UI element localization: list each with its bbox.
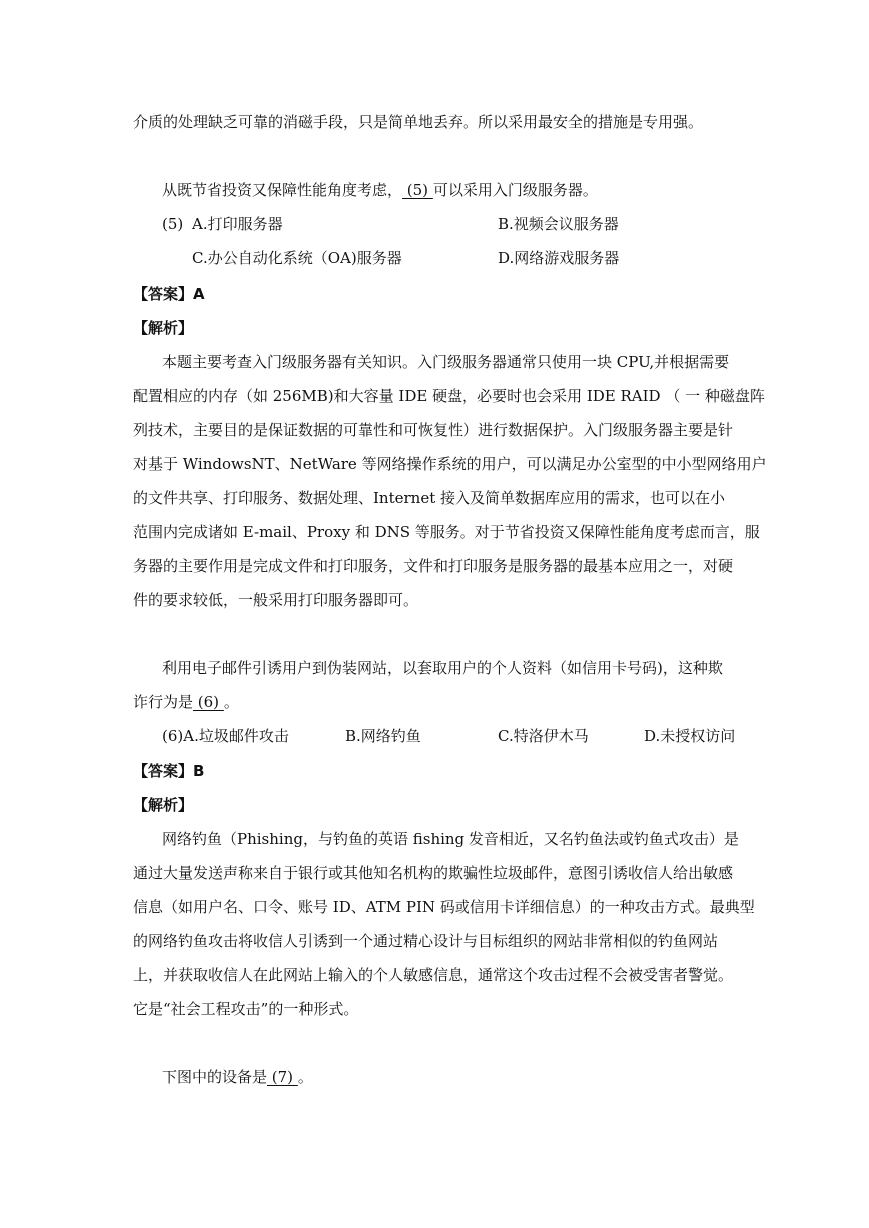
q5-answer-label: 【答案】 — [133, 285, 194, 303]
q6-option-a: (6)A.垃圾邮件攻击 — [162, 727, 289, 745]
q6-blank: (6) — [193, 693, 224, 711]
q6-analysis-line: 它是“社会工程攻击”的一种形式。 — [133, 1000, 359, 1018]
q5-analysis-label: 【解析】 — [133, 319, 194, 337]
q5-option-d: D.网络游戏服务器 — [498, 249, 620, 267]
q6-answer-label: 【答案】 — [133, 762, 194, 780]
q5-analysis-line: 的文件共享、打印服务、数据处理、Internet 接入及简单数据库应用的需求，也可以在小 — [133, 489, 725, 507]
q6-option-d: D.未授权访问 — [644, 727, 736, 745]
q5-option-b: B.视频会议服务器 — [498, 215, 619, 233]
q5-analysis-line: 对基于 WindowsNT、NetWare 等网络操作系统的用户，可以满足办公室型的中小型网络用户 — [133, 455, 767, 473]
q5-analysis-line: 务器的主要作用是完成文件和打印服务，文件和打印服务是服务器的最基本应用之一，对硬 — [133, 557, 734, 575]
q6-option-b: B.网络钓鱼 — [345, 727, 421, 745]
q6-stem-line: 利用电子邮件引诱用户到伪装网站，以套取用户的个人资料（如信用卡号码)，这种欺 — [162, 659, 723, 677]
q7-stem — [162, 1067, 313, 1087]
q7-stem-post: 。 — [297, 1068, 313, 1086]
q5-answer — [133, 284, 205, 304]
q6-analysis-line: 通过大量发送声称来自于银行或其他知名机构的欺骗性垃圾邮件，意图引诱收信人给出敏感 — [133, 864, 734, 882]
q5-option-c: C.办公自动化系统（OA)服务器 — [192, 249, 402, 267]
q5-blank: (5) — [402, 181, 433, 199]
q5-analysis-line: 件的要求较低，一般采用打印服务器即可。 — [133, 591, 419, 609]
q6-analysis-line: 的网络钓鱼攻击将收信人引诱到一个通过精心设计与目标组织的网站非常相似的钓鱼网站 — [133, 932, 719, 950]
q5-analysis-line: 本题主要考查入门级服务器有关知识。入门级服务器通常只使用一块 CPU,并根据需要 — [162, 353, 730, 371]
q5-analysis-line: 列技术，主要目的是保证数据的可靠性和可恢复性）进行数据保护。入门级服务器主要是针 — [133, 421, 734, 439]
q6-option-c: C.特洛伊木马 — [498, 727, 589, 745]
q6-analysis-line: 网络钓鱼（Phishing，与钓鱼的英语 fishing 发音相近，又名钓鱼法或钓鱼式攻击）是 — [162, 830, 739, 848]
q6-answer-value: B — [193, 762, 205, 780]
q5-analysis-line: 范围内完成诸如 E-mail、Proxy 和 DNS 等服务。对于节省投资又保障性能角度考虑而言，服 — [133, 523, 760, 541]
q5-analysis-line: 配置相应的内存（如 256MB)和大容量 IDE 硬盘，必要时也会采用 IDE RAID （ 一 种磁盘阵 — [133, 387, 765, 405]
q6-analysis-line: 信息（如用户名、口令、账号 ID、ATM PIN 码或信用卡详细信息）的一种攻击方式。最典型 — [133, 898, 755, 916]
q7-stem-pre: 下图中的设备是 — [162, 1068, 268, 1086]
q5-stem-pre: 从既节省投资又保障性能角度考虑， — [162, 181, 403, 199]
intro-line: 介质的处理缺乏可靠的消磁手段，只是简单地丢弃。所以采用最安全的措施是专用强。 — [133, 113, 704, 131]
q5-answer-value: A — [193, 285, 205, 303]
q6-analysis-line: 上，并获取收信人在此网站上输入的个人敏感信息，通常这个攻击过程不会被受害者警觉。 — [133, 966, 734, 984]
q6-analysis-label: 【解析】 — [133, 796, 194, 814]
q5-stem-post: 可以采用入门级服务器。 — [432, 181, 598, 199]
q6-stem-pre: 诈行为是 — [133, 693, 194, 711]
q5-option-a: A.打印服务器 — [192, 215, 283, 233]
q6-stem-line — [133, 692, 239, 712]
q7-blank: (7) — [267, 1068, 298, 1086]
q6-answer — [133, 761, 204, 781]
q5-number: (5) — [162, 215, 184, 233]
q5-stem — [162, 180, 598, 200]
q6-stem-post: 。 — [223, 693, 239, 711]
